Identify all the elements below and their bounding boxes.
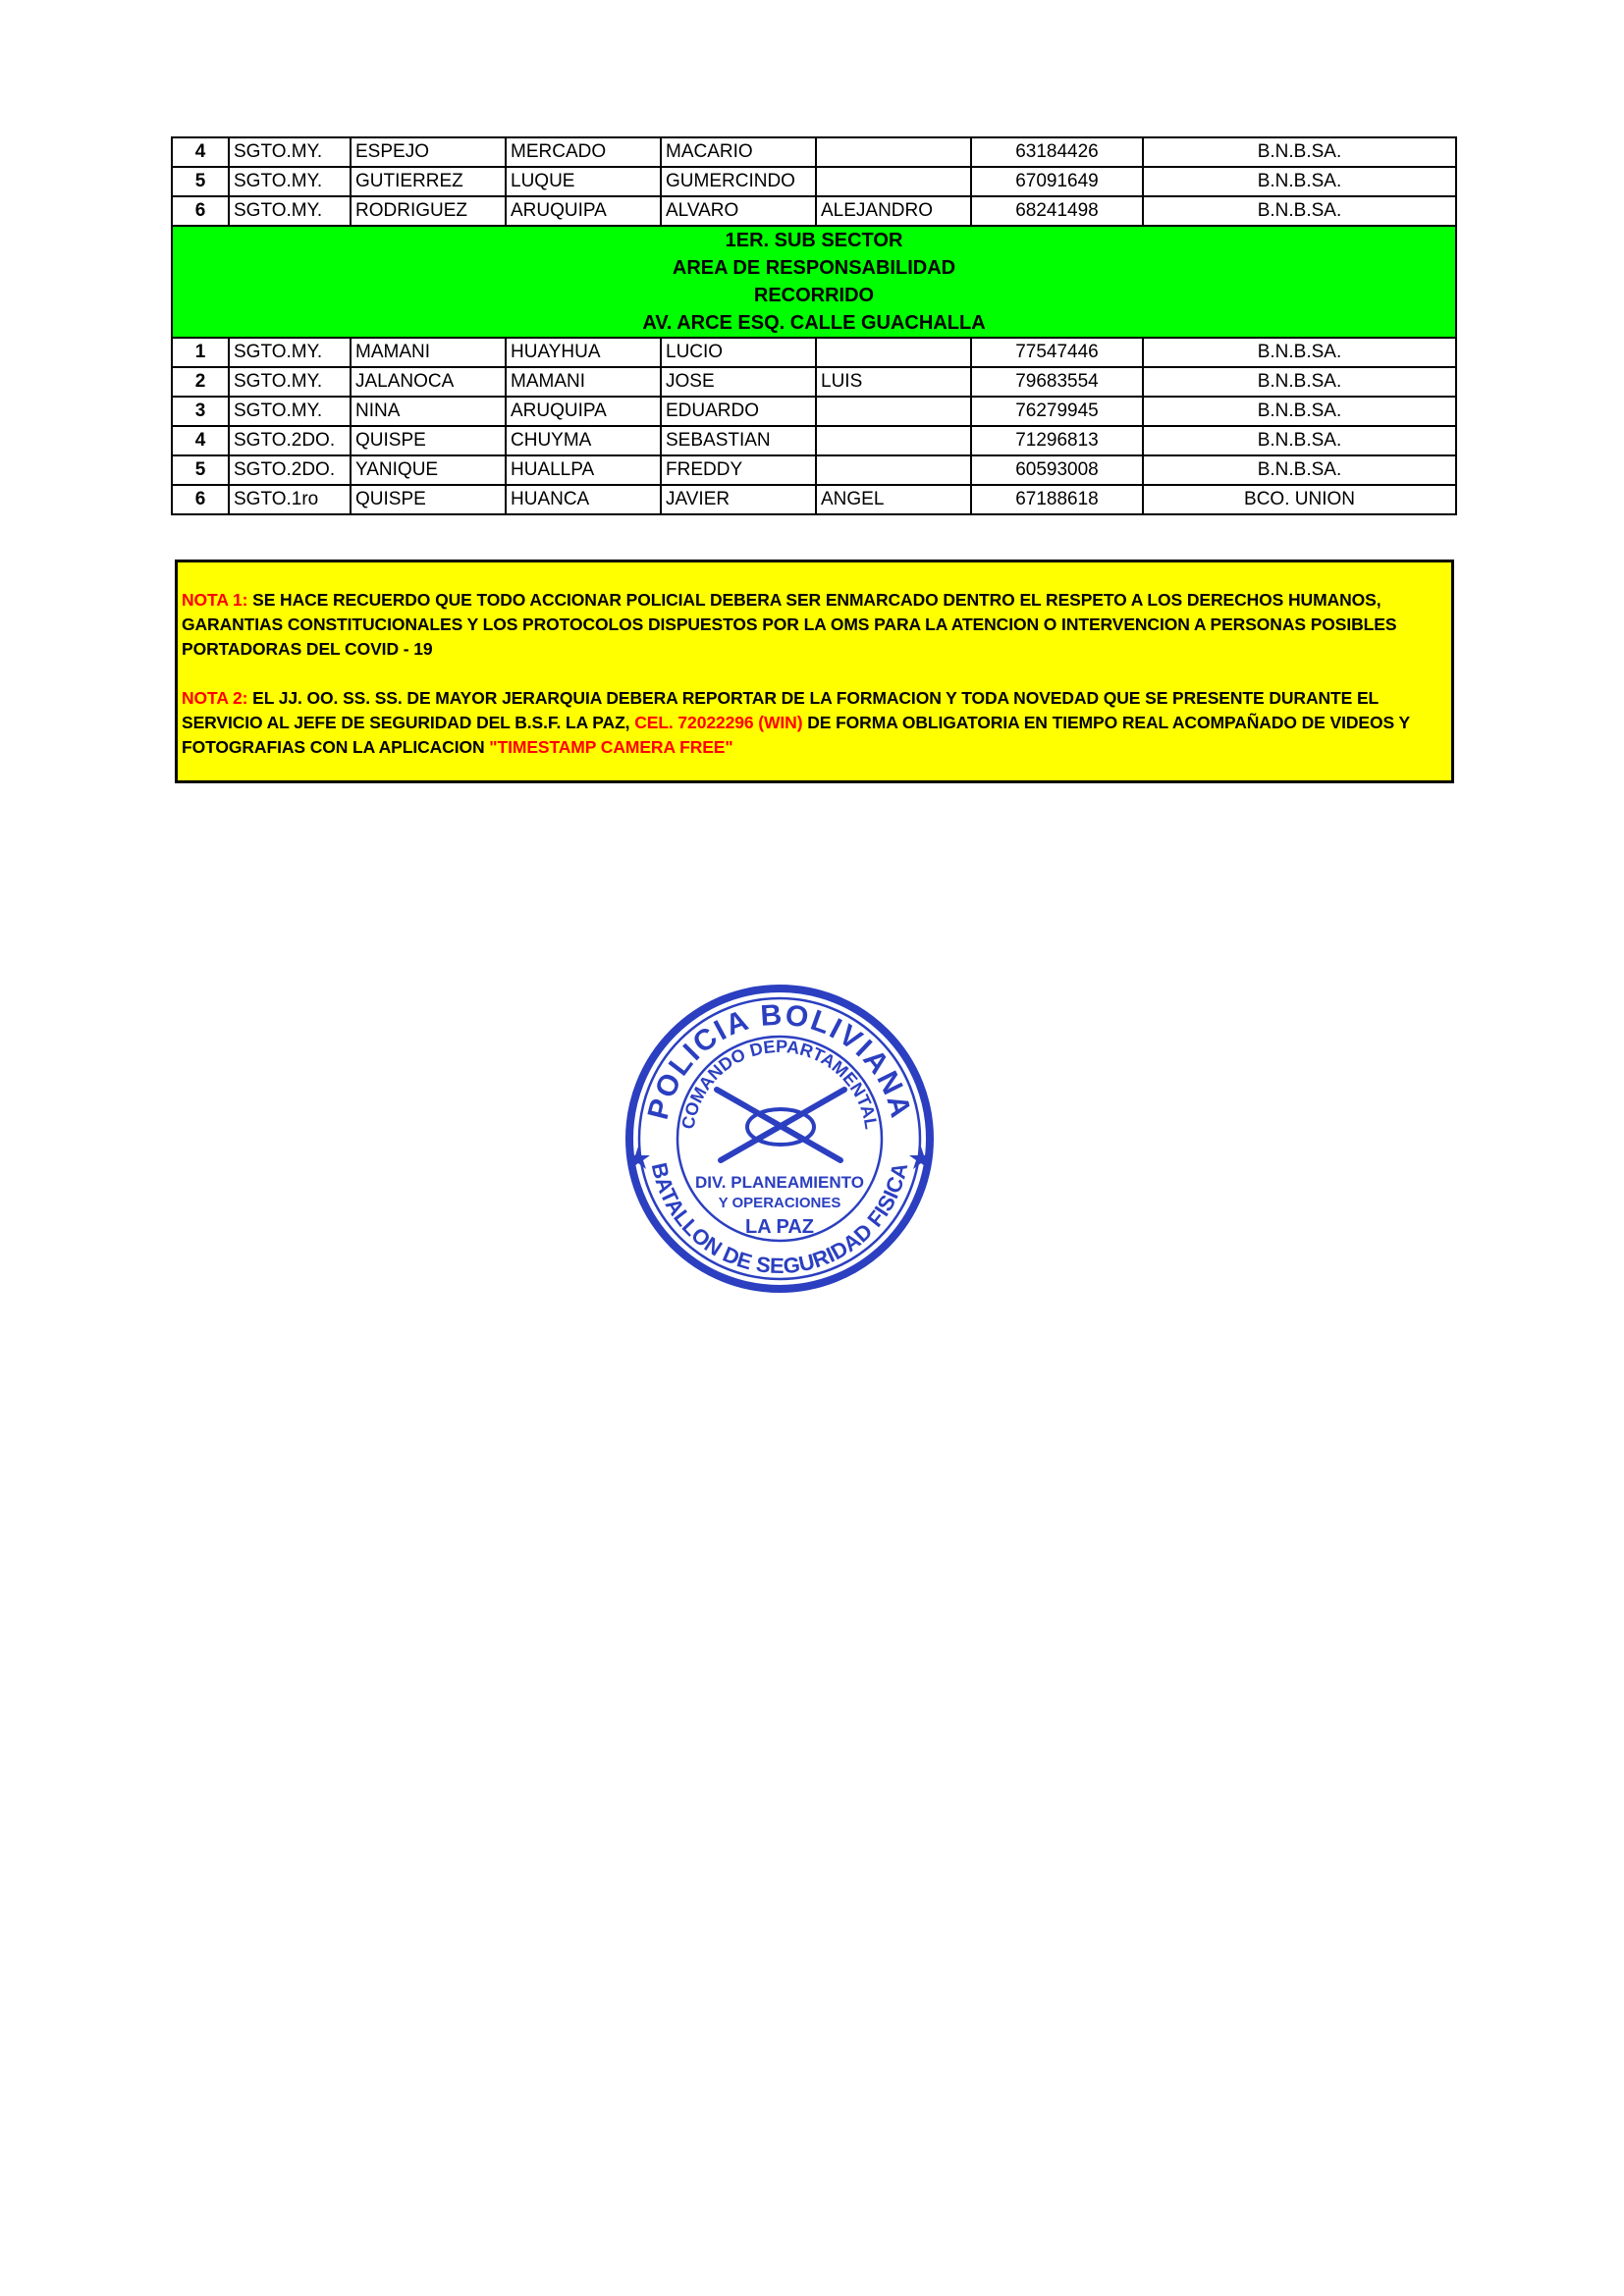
row-number: 4	[172, 137, 229, 167]
row-number: 4	[172, 426, 229, 455]
section-title: 1ER. SUB SECTOR	[725, 230, 903, 251]
note-1-text: SE HACE RECUERDO QUE TODO ACCIONAR POLICIAL DEBERA SER ENMARCADO DENTRO EL RESPETO A LOS DERECHOS HUMANOS, GARANTIAS CONSTITUCIONALES Y LOS PROTOCOLOS DISPUESTOS POR LA OMS PARA LA ATENCION O INTERVENCION A PERSONAS POSIBLES PORTADORAS DEL COVID - 19	[182, 590, 1397, 659]
row-number: 2	[172, 367, 229, 397]
unit-cell: B.N.B.SA.	[1143, 397, 1456, 426]
second-name-cell: LUIS	[816, 367, 971, 397]
note-2-app-name: "TIMESTAMP CAMERA FREE"	[489, 737, 733, 757]
note-1-label: NOTA 1:	[182, 590, 248, 610]
row-number: 5	[172, 455, 229, 485]
first-name-cell: GUMERCINDO	[661, 167, 816, 196]
phone-cell: 60593008	[971, 455, 1143, 485]
second-surname-cell: CHUYMA	[506, 426, 661, 455]
note-2	[182, 686, 1445, 760]
section-header-cell	[172, 226, 1456, 338]
second-surname-cell: HUALLPA	[506, 455, 661, 485]
rank-cell: SGTO.1ro	[229, 485, 351, 514]
personnel-table	[171, 136, 1457, 515]
table-row	[172, 455, 1456, 485]
table-row	[172, 137, 1456, 167]
row-number: 1	[172, 338, 229, 367]
second-name-cell: ANGEL	[816, 485, 971, 514]
first-name-cell: JOSE	[661, 367, 816, 397]
first-surname-cell: MAMANI	[351, 338, 506, 367]
note-2-label: NOTA 2:	[182, 688, 248, 708]
first-surname-cell: JALANOCA	[351, 367, 506, 397]
seal-center-line-2: Y OPERACIONES	[718, 1195, 841, 1211]
first-name-cell: ALVARO	[661, 196, 816, 226]
first-name-cell: MACARIO	[661, 137, 816, 167]
rank-cell: SGTO.MY.	[229, 367, 351, 397]
section-area-label: AREA DE RESPONSABILIDAD	[672, 257, 956, 279]
unit-cell: B.N.B.SA.	[1143, 338, 1456, 367]
unit-cell: B.N.B.SA.	[1143, 196, 1456, 226]
phone-cell: 79683554	[971, 367, 1143, 397]
unit-cell: B.N.B.SA.	[1143, 137, 1456, 167]
first-name-cell: EDUARDO	[661, 397, 816, 426]
first-surname-cell: QUISPE	[351, 426, 506, 455]
second-surname-cell: HUAYHUA	[506, 338, 661, 367]
note-1	[182, 588, 1445, 662]
rank-cell: SGTO.2DO.	[229, 455, 351, 485]
second-surname-cell: LUQUE	[506, 167, 661, 196]
table-row	[172, 338, 1456, 367]
table-group-bottom	[172, 338, 1456, 514]
phone-cell: 67091649	[971, 167, 1143, 196]
rank-cell: SGTO.MY.	[229, 137, 351, 167]
first-surname-cell: RODRIGUEZ	[351, 196, 506, 226]
note-2-text-continued: DE FORMA OBLIGATORIA EN TIEMPO REAL ACOMPAÑADO DE VIDEOS Y FOTOGRAFIAS CON LA APLICACION	[182, 713, 1410, 757]
note-2-text: EL JJ. OO. SS. SS. DE MAYOR JERARQUIA DEBERA REPORTAR DE LA FORMACION Y TODA NOVEDAD QUE SE PRESENTE DURANTE EL SERVICIO AL JEFE DE SEGURIDAD DEL B.S.F. LA PAZ,	[182, 688, 1379, 732]
seal-center-line-1: DIV. PLANEAMIENTO	[695, 1173, 864, 1192]
second-surname-cell: ARUQUIPA	[506, 196, 661, 226]
second-surname-cell: HUANCA	[506, 485, 661, 514]
second-name-cell	[816, 455, 971, 485]
unit-cell: B.N.B.SA.	[1143, 367, 1456, 397]
row-number: 5	[172, 167, 229, 196]
section-route-label: RECORRIDO	[753, 285, 875, 306]
section-location: AV. ARCE ESQ. CALLE GUACHALLA	[642, 312, 986, 334]
table-row	[172, 196, 1456, 226]
second-surname-cell: MERCADO	[506, 137, 661, 167]
seal-outer-bottom-text: BATALLON DE SEGURIDAD FISICA	[646, 1160, 913, 1279]
first-name-cell: JAVIER	[661, 485, 816, 514]
phone-cell: 63184426	[971, 137, 1143, 167]
first-name-cell: FREDDY	[661, 455, 816, 485]
first-surname-cell: QUISPE	[351, 485, 506, 514]
row-number: 6	[172, 485, 229, 514]
section-header-group	[172, 226, 1456, 338]
first-surname-cell: GUTIERREZ	[351, 167, 506, 196]
table-row	[172, 485, 1456, 514]
official-seal	[617, 982, 943, 1296]
table-row	[172, 367, 1456, 397]
second-surname-cell: MAMANI	[506, 367, 661, 397]
first-surname-cell: YANIQUE	[351, 455, 506, 485]
phone-cell: 67188618	[971, 485, 1143, 514]
table-row	[172, 426, 1456, 455]
phone-cell: 71296813	[971, 426, 1143, 455]
second-name-cell	[816, 397, 971, 426]
second-name-cell	[816, 426, 971, 455]
unit-cell: BCO. UNION	[1143, 485, 1456, 514]
note-2-phone: CEL. 72022296 (WIN)	[634, 713, 803, 732]
row-number: 6	[172, 196, 229, 226]
notes-box	[175, 560, 1454, 783]
seal-graphic	[617, 982, 943, 1296]
first-surname-cell: NINA	[351, 397, 506, 426]
second-name-cell	[816, 338, 971, 367]
second-name-cell	[816, 137, 971, 167]
phone-cell: 76279945	[971, 397, 1143, 426]
unit-cell: B.N.B.SA.	[1143, 426, 1456, 455]
section-header-row	[172, 226, 1456, 338]
unit-cell: B.N.B.SA.	[1143, 455, 1456, 485]
rank-cell: SGTO.MY.	[229, 397, 351, 426]
row-number: 3	[172, 397, 229, 426]
phone-cell: 68241498	[971, 196, 1143, 226]
second-name-cell: ALEJANDRO	[816, 196, 971, 226]
rank-cell: SGTO.MY.	[229, 196, 351, 226]
rank-cell: SGTO.MY.	[229, 338, 351, 367]
second-surname-cell: ARUQUIPA	[506, 397, 661, 426]
rank-cell: SGTO.2DO.	[229, 426, 351, 455]
seal-center-line-3: LA PAZ	[745, 1216, 814, 1238]
crossed-rifles-icon	[717, 1090, 844, 1160]
seal-inner-top-text: COMANDO DEPARTAMENTAL	[677, 1036, 882, 1131]
rank-cell: SGTO.MY.	[229, 167, 351, 196]
first-name-cell: LUCIO	[661, 338, 816, 367]
seal-outer-top-text: POLICIA BOLIVIANA	[641, 998, 918, 1123]
first-surname-cell: ESPEJO	[351, 137, 506, 167]
first-name-cell: SEBASTIAN	[661, 426, 816, 455]
table-group-top	[172, 137, 1456, 226]
unit-cell: B.N.B.SA.	[1143, 167, 1456, 196]
table-row	[172, 397, 1456, 426]
second-name-cell	[816, 167, 971, 196]
phone-cell: 77547446	[971, 338, 1143, 367]
table-row	[172, 167, 1456, 196]
